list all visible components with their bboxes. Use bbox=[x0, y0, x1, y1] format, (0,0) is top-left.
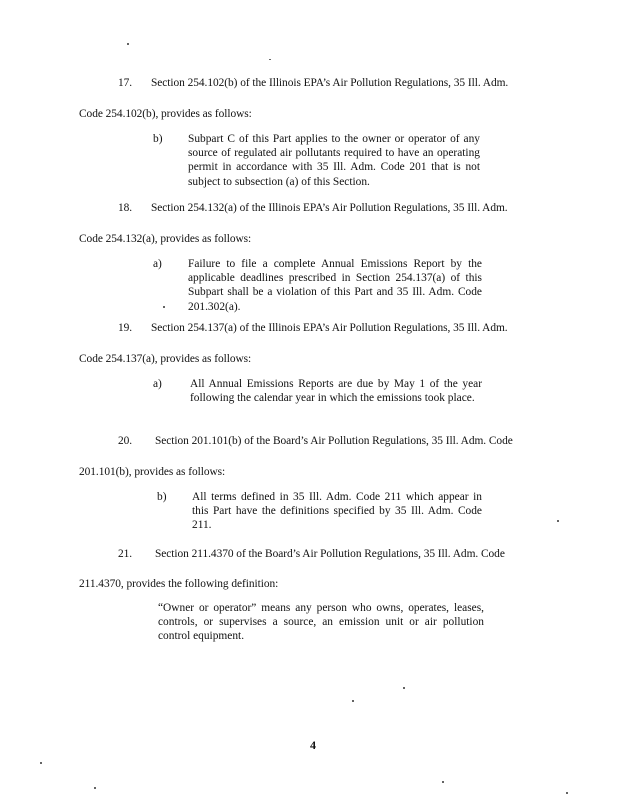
scan-speck bbox=[40, 762, 42, 764]
paragraph-line-1: Section 201.101(b) of the Board’s Air Pollution Regulations, 35 Ill. Adm. Code bbox=[155, 435, 513, 447]
quote-marker: b) bbox=[157, 491, 167, 503]
scan-speck bbox=[94, 787, 96, 789]
quote-marker: a) bbox=[153, 258, 162, 270]
paragraph-line-2: Code 254.132(a), provides as follows: bbox=[79, 233, 252, 245]
paragraph-number: 21. bbox=[118, 548, 133, 560]
block-quote: Failure to file a complete Annual Emissions Report by the applicable deadlines prescribed in Section 254.137(a) of this Subpart shall be a violation of this Part and 35 Ill. Adm. Code 201.302(a). bbox=[188, 258, 482, 313]
paragraph-line-1: Section 254.137(a) of the Illinois EPA’s Air Pollution Regulations, 35 Ill. Adm. bbox=[151, 322, 508, 334]
scan-speck bbox=[566, 792, 568, 794]
block-quote: Subpart C of this Part applies to the owner or operator of any source of regulated air pollutants required to have an operating permit in accordance with 35 Ill. Adm. Code 201 that is not subject to subsection (a) of this Section. bbox=[188, 133, 480, 188]
paragraph-number: 17. bbox=[118, 77, 133, 89]
scan-speck bbox=[403, 687, 405, 689]
scan-speck bbox=[557, 520, 559, 522]
quote-marker: b) bbox=[153, 133, 163, 145]
block-quote: All terms defined in 35 Ill. Adm. Code 211 which appear in this Part have the definitions specified by 35 Ill. Adm. Code 211. bbox=[192, 491, 482, 532]
paragraph-line-2: Code 254.137(a), provides as follows: bbox=[79, 353, 252, 365]
scan-speck bbox=[127, 43, 129, 45]
page-number: 4 bbox=[310, 738, 316, 752]
block-quote-definition: “Owner or operator” means any person who owns, operates, leases, controls, or supervises a source, an emission unit or air pollution control equipment. bbox=[158, 602, 484, 643]
paragraph-line-1: Section 211.4370 of the Board’s Air Pollution Regulations, 35 Ill. Adm. Code bbox=[155, 548, 505, 560]
paragraph-number: 20. bbox=[118, 435, 133, 447]
paragraph-line-1: Section 254.132(a) of the Illinois EPA’s Air Pollution Regulations, 35 Ill. Adm. bbox=[151, 202, 508, 214]
quote-marker: a) bbox=[153, 378, 162, 390]
paragraph-number: 18. bbox=[118, 202, 133, 214]
paragraph-line-1: Section 254.102(b) of the Illinois EPA’s Air Pollution Regulations, 35 Ill. Adm. bbox=[151, 77, 509, 89]
scan-speck bbox=[269, 59, 271, 60]
scan-speck bbox=[352, 700, 354, 702]
paragraph-number: 19. bbox=[118, 322, 133, 334]
paragraph-line-2: 201.101(b), provides as follows: bbox=[79, 466, 226, 478]
scan-speck bbox=[442, 781, 444, 783]
block-quote: All Annual Emissions Reports are due by May 1 of the year following the calendar year in which the emissions took place. bbox=[190, 378, 482, 405]
scan-speck bbox=[163, 306, 165, 308]
paragraph-line-2: Code 254.102(b), provides as follows: bbox=[79, 108, 252, 120]
paragraph-line-2: 211.4370, provides the following definition: bbox=[79, 578, 279, 590]
